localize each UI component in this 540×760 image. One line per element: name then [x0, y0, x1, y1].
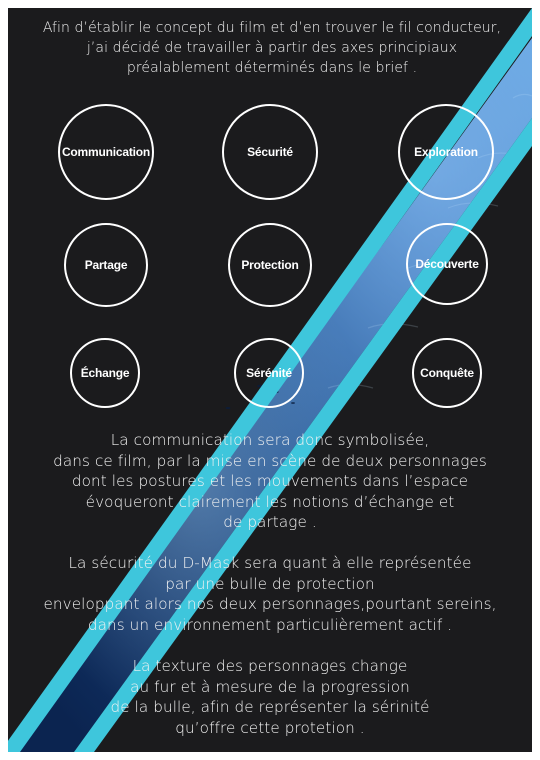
paragraph-securite: La sécurité du D-Mask sera quant à elle représentée par une bulle de protection enveloppant alors nos deux personnages,pourtant sereins, dans un environnement particulièrement actif . — [43, 554, 497, 634]
circle-communication — [58, 104, 154, 200]
circle-label-echange: Échange — [80, 366, 130, 380]
circle-echange — [70, 338, 140, 408]
circle-label-exploration: Exploration — [414, 145, 478, 159]
circle-securite — [222, 104, 318, 200]
paragraph-texture: La texture des personnages change au fur et à mesure de la progression de la bulle, afin de représenter la sérinité qu’offre cette protetion . — [110, 657, 430, 737]
circle-protection — [228, 223, 312, 307]
circle-label-securite: Sécurité — [247, 145, 293, 159]
circle-label-conquete: Conquête — [420, 366, 474, 380]
circle-label-partage: Partage — [84, 258, 128, 272]
intro-text: Afin d’établir le concept du film et d’en trouver le fil conducteur, j’ai décidé de travailler à partir des axes principiaux préalablement déterminés dans le brief . — [42, 20, 502, 76]
paragraph-communication: La communication sera donc symbolisée, dans ce film, par la mise en scène de deux personnages dont les postures et les mouvements dans l’espace évoqueront clairement les notions d’échange et de partage . — [53, 431, 487, 531]
circle-exploration — [398, 104, 494, 200]
circle-label-communication: Communication — [61, 145, 151, 159]
circle-label-protection: Protection — [241, 258, 299, 272]
dark-panel — [8, 8, 532, 752]
circle-conquete — [412, 338, 482, 408]
circle-label-decouverte: Découverte — [415, 257, 479, 271]
circle-serenite — [234, 338, 304, 408]
circle-label-serenite: Sérénité — [246, 366, 292, 380]
circle-partage — [64, 223, 148, 307]
circle-decouverte — [406, 223, 488, 305]
